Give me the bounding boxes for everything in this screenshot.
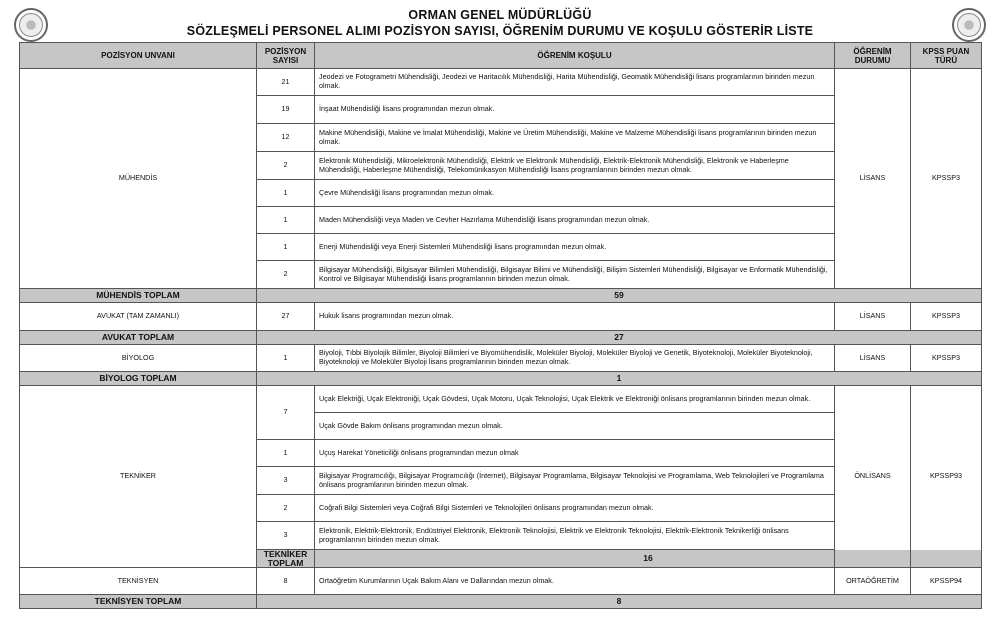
col-header-durum: ÖĞRENİM DURUMU — [835, 43, 911, 69]
position-count: 21 — [257, 69, 315, 96]
col-header-kpss: KPSS PUAN TÜRÜ — [911, 43, 982, 69]
position-title: BİYOLOG — [20, 345, 257, 372]
total-label: AVUKAT TOPLAM — [20, 331, 257, 345]
requirement-text: Enerji Mühendisliği veya Enerji Sistemleri Mühendisliği lisans programından mezun olmak. — [315, 234, 835, 261]
position-title: AVUKAT (TAM ZAMANLI) — [20, 303, 257, 331]
total-label: BİYOLOG TOPLAM — [20, 372, 257, 386]
position-count: 3 — [257, 467, 315, 495]
page-title: ORMAN GENEL MÜDÜRLÜĞÜ — [408, 8, 592, 22]
requirement-text: İnşaat Mühendisliği lisans programından mezun olmak. — [315, 96, 835, 124]
position-count: 2 — [257, 261, 315, 289]
total-label: MÜHENDİS TOPLAM — [20, 289, 257, 303]
col-header-kosul: ÖĞRENİM KOŞULU — [315, 43, 835, 69]
position-title: MÜHENDİS — [20, 69, 257, 289]
kpss-type: KPSSP3 — [911, 345, 982, 372]
table-row — [20, 568, 982, 595]
requirement-text: Hukuk lisans programından mezun olmak. — [315, 303, 835, 331]
requirement-text: Coğrafi Bilgi Sistemleri veya Coğrafi Bilgi Sistemleri ve Teknolojileri önlisans programından mezun olmak. — [315, 495, 835, 522]
position-count: 8 — [257, 568, 315, 595]
kpss-type: KPSSP93 — [911, 386, 982, 568]
education-level: ÖNLİSANS — [835, 386, 911, 568]
kpss-type: KPSSP94 — [911, 568, 982, 595]
table-row — [20, 303, 982, 331]
total-value: 1 — [257, 372, 982, 386]
position-count: 2 — [257, 495, 315, 522]
position-count: 1 — [257, 440, 315, 467]
requirement-text: Uçuş Harekat Yöneticiliği önlisans programından mezun olmak — [315, 440, 835, 467]
kpss-type: KPSSP3 — [911, 69, 982, 289]
education-level: ORTAÖĞRETİM — [835, 568, 911, 595]
position-count: 2 — [257, 152, 315, 180]
position-count: 1 — [257, 180, 315, 207]
position-title: TEKNİSYEN — [20, 568, 257, 595]
table-row — [20, 345, 982, 372]
total-value: 16 — [315, 550, 982, 568]
table-header-row — [20, 43, 982, 69]
table-row — [20, 386, 982, 413]
position-count: 19 — [257, 96, 315, 124]
page-subtitle: SÖZLEŞMELİ PERSONEL ALIMI POZİSYON SAYISI, ÖĞRENİM DURUMU VE KOŞULU GÖSTERİR LİSTE — [186, 24, 814, 38]
position-count: 12 — [257, 124, 315, 152]
position-count: 3 — [257, 522, 315, 550]
requirement-text: Elektronik, Elektrik-Elektronik, Endüstriyel Elektronik, Elektronik Teknolojisi, Elektrik ve Elektronik Teknolojisi, Elektrik-Elektronik Teknikerliği önlisans programlarının birinden mezun olmak. — [315, 522, 835, 550]
requirement-text: Çevre Mühendisliği lisans programından mezun olmak. — [315, 180, 835, 207]
total-label: TEKNİSYEN TOPLAM — [20, 595, 257, 609]
requirement-text: Maden Mühendisliği veya Maden ve Cevher Hazırlama Mühendisliği lisans programından mezun olmak. — [315, 207, 835, 234]
positions-table — [19, 42, 982, 609]
requirement-text: Jeodezi ve Fotogrametri Mühendisliği, Jeodezi ve Haritacılık Mühendisliği, Harita Mühendisliği, Geomatik Mühendisliği lisans programlarının birinden mezun olmak. — [315, 69, 835, 96]
position-count: 7 — [257, 386, 315, 440]
requirement-text: Elektronik Mühendisliği, Mikroelektronik Mühendisliği, Elektrik ve Elektronik Mühendisliği, Elektrik-Elektronik Mühendisliği, Elektronik ve Haberleşme Mühendisliği, Haberleşme Mühendisliği, Telekomünikasyon Mühendisliği lisans programlarının birinden mezun olmak. — [315, 152, 835, 180]
total-value: 27 — [257, 331, 982, 345]
total-label: TEKNİKER TOPLAM — [257, 550, 315, 568]
requirement-text: Uçak Elektriği, Uçak Elektroniği, Uçak Gövdesi, Uçak Motoru, Uçak Teknolojisi, Uçak Elektrik ve Elektroniği önlisans programlarının birinden mezun olmak. — [315, 386, 835, 413]
education-level: LİSANS — [835, 69, 911, 289]
total-value: 8 — [257, 595, 982, 609]
requirement-text: Ortaöğretim Kurumlarının Uçak Bakım Alanı ve Dallarından mezun olmak. — [315, 568, 835, 595]
position-count: 1 — [257, 345, 315, 372]
education-level: LİSANS — [835, 345, 911, 372]
total-row — [20, 595, 982, 609]
requirement-text: Bilgisayar Programcılığı, Bilgisayar Programcılığı (İnternet), Bilgisayar Programlama, Bilgisayar Teknolojisi ve Programlama, Web Teknolojileri ve Programlama önlisans programlarının birinden mezun olmak. — [315, 467, 835, 495]
requirement-text: Bilgisayar Mühendisliği, Bilgisayar Bilimleri Mühendisliği, Bilgisayar Bilimi ve Mühendisliği, Bilişim Sistemleri Mühendisliği, Bilgisayar ve Enformatik Mühendisliği, Kontrol ve Bilgisayar Mühendisliği lisans programlarının birinden mezun olmak. — [315, 261, 835, 289]
position-title: TEKNİKER — [20, 386, 257, 568]
position-count: 1 — [257, 207, 315, 234]
table-row — [20, 69, 982, 96]
requirement-text: Uçak Gövde Bakım önlisans programından mezun olmak. — [315, 413, 835, 440]
position-count: 27 — [257, 303, 315, 331]
position-count: 1 — [257, 234, 315, 261]
requirement-text: Makine Mühendisliği, Makine ve İmalat Mühendisliği, Makine ve Üretim Mühendisliği, Makine ve Malzeme Mühendisliği lisans programlarının birinden mezun olmak. — [315, 124, 835, 152]
total-row — [20, 289, 982, 303]
total-value: 59 — [257, 289, 982, 303]
col-header-sayi: POZİSYON SAYISI — [257, 43, 315, 69]
col-header-unvan: POZİSYON UNVANI — [20, 43, 257, 69]
total-row — [20, 372, 982, 386]
requirement-text: Biyoloji, Tıbbi Biyolojik Bilimler, Biyoloji Bilimleri ve Biyomühendislik, Moleküler Biyoloji, Moleküler Biyoloji ve Genetik, Biyoteknoloji, Moleküler Biyoteknoloji, Biyoteknoloji ve Moleküler Biyoloji lisans programlarının birinden mezun olmak. — [315, 345, 835, 372]
education-level: LİSANS — [835, 303, 911, 331]
total-row — [20, 331, 982, 345]
kpss-type: KPSSP3 — [911, 303, 982, 331]
